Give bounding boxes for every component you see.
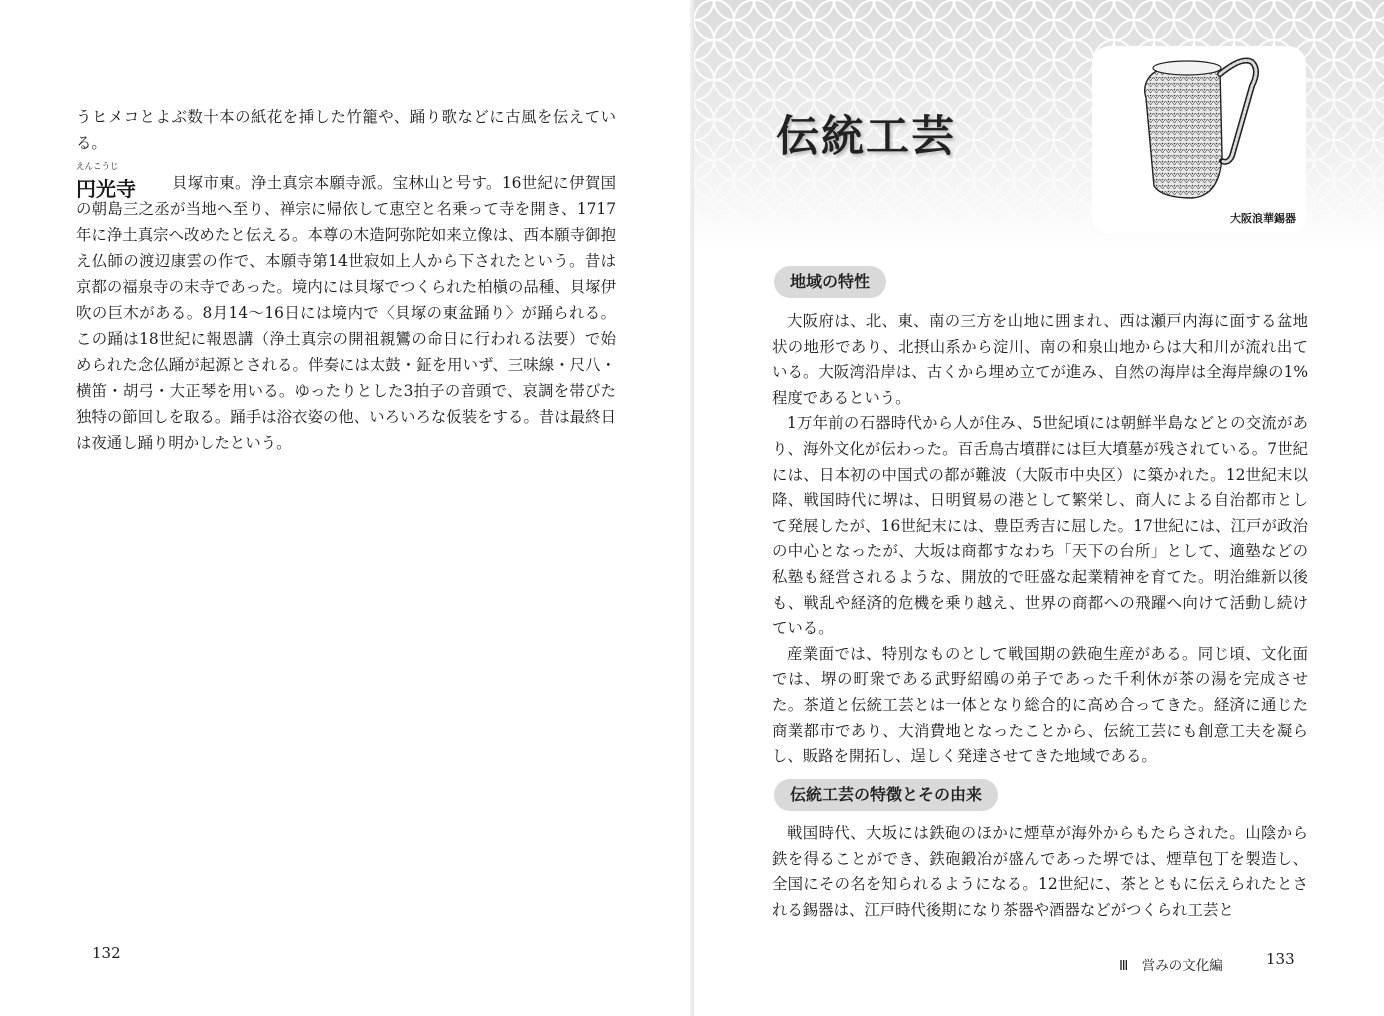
photo-panel [1092, 46, 1306, 234]
tin-pitcher-illustration-icon [1092, 46, 1306, 216]
entry-enkoji [76, 162, 616, 456]
section2-paragraph: 戦国時代、大坂には鉄砲のほかに煙草が海外からもたらされた。山陰から鉄を得ることができ、鉄砲鍛冶が盛んであった堺では、煙草包丁を製造し、全国にその名を知られるようになる。12世紀に、茶とともに伝えられたとされる錫器は、江戸時代後期になり茶器や酒器などがつくられ工芸と [772, 824, 1308, 919]
intro-paragraph: うヒメコとよぶ数十本の紙花を挿した竹籠や、踊り歌などに古風を伝えている。 [76, 108, 616, 152]
entry-title: 円光寺 [76, 177, 136, 201]
running-footer: Ⅲ 営みの文化編 [1119, 958, 1223, 974]
section1-paragraph: 1万年前の石器時代から人が住み、5世紀頃には朝鮮半島などとの交流があり、海外文化が伝わった。百舌鳥古墳群には巨大墳墓が残されている。7世紀には、日本初の中国式の都が難波（大阪市中央区）に築かれた。12世紀末以降、戦国時代に堺は、日明貿易の港として繁栄し、商人による自治都市として発展したが、16世紀末には、豊臣秀吉に屈した。17世紀には、江戸が政治の中心となったが、大坂は商都すなわち「天下の台所」として、適塾などの私塾も経営されるような、開放的で旺盛な起業精神を育てた。明治維新以後も、戦乱や経済的危機を乗り越え、世界の商都への飛躍へ向けて活動し続けている。 [772, 414, 1308, 638]
section1-paragraph: 大阪府は、北、東、南の三方を山地に囲まれ、西は瀬戸内海に面する盆地状の地形であり、北摂山系から淀川、南の和泉山地からは大和川が流れ出ている。大阪湾沿岸は、古くから埋め立てが進み、自然の海岸は全海岸線の1%程度であるという。 [772, 312, 1308, 407]
section2-body [772, 821, 1308, 923]
section-heading-region: 地域の特性 [774, 266, 886, 298]
entry-title-ruby: えんこうじ [76, 162, 119, 172]
photo-caption: 大阪浪華錫器 [1230, 212, 1296, 225]
section1-body [772, 309, 1308, 770]
section-heading-crafts: 伝統工芸の特徴とその由来 [774, 779, 998, 811]
right-page [694, 0, 1384, 1016]
section1-paragraph: 産業面では、特別なものとして戦国期の鉄砲生産がある。同じ頃、文化面では、堺の町衆である武野紹鴎の弟子であった千利休が茶の湯を完成させた。茶道と伝統工芸とは一体となり総合的に高め合ってきた。経済に通じた商業都市であり、大消費地となったことから、伝統工芸にも創意工夫を凝らし、販路を開拓し、逞しく発達させてきた地域である。 [772, 644, 1308, 766]
page-number-right: 133 [1266, 950, 1295, 968]
chapter-title: 伝統工芸 [776, 112, 956, 162]
entry-body: 貝塚市東。浄土真宗本願寺派。宝林山と号す。16世紀に伊賀国の朝島三之丞が当地へ至り、禅宗に帰依して恵空と名乗って寺を開き、1717年に浄土真宗へ改めたと伝える。本尊の木造阿弥陀如来立像は、西本願寺御抱え仏師の渡辺康雲の作で、本願寺第14世寂如上人から下されたという。昔は京都の福泉寺の末寺であった。境内には貝塚でつくられた柏槇の品種、貝塚伊吹の巨木がある。8月14～16日には境内で〈貝塚の東盆踊り〉が踊られる。この踊は18世紀に報恩講（浄土真宗の開祖親鸞の命日に行われる法要）で始められた念仏踊が起源とされる。伴奏には太鼓・鉦を用いず、三味線・尺八・横笛・胡弓・大正琴を用いる。ゆったりとした3拍子の音頭で、哀調を帯びた独特の節回しを取る。踊手は浴衣姿の他、いろいろな仮装をする。昔は最終日は夜通し踊り明かしたという。 [76, 174, 616, 452]
page-number-left: 132 [92, 944, 121, 962]
left-text-column [76, 104, 616, 456]
